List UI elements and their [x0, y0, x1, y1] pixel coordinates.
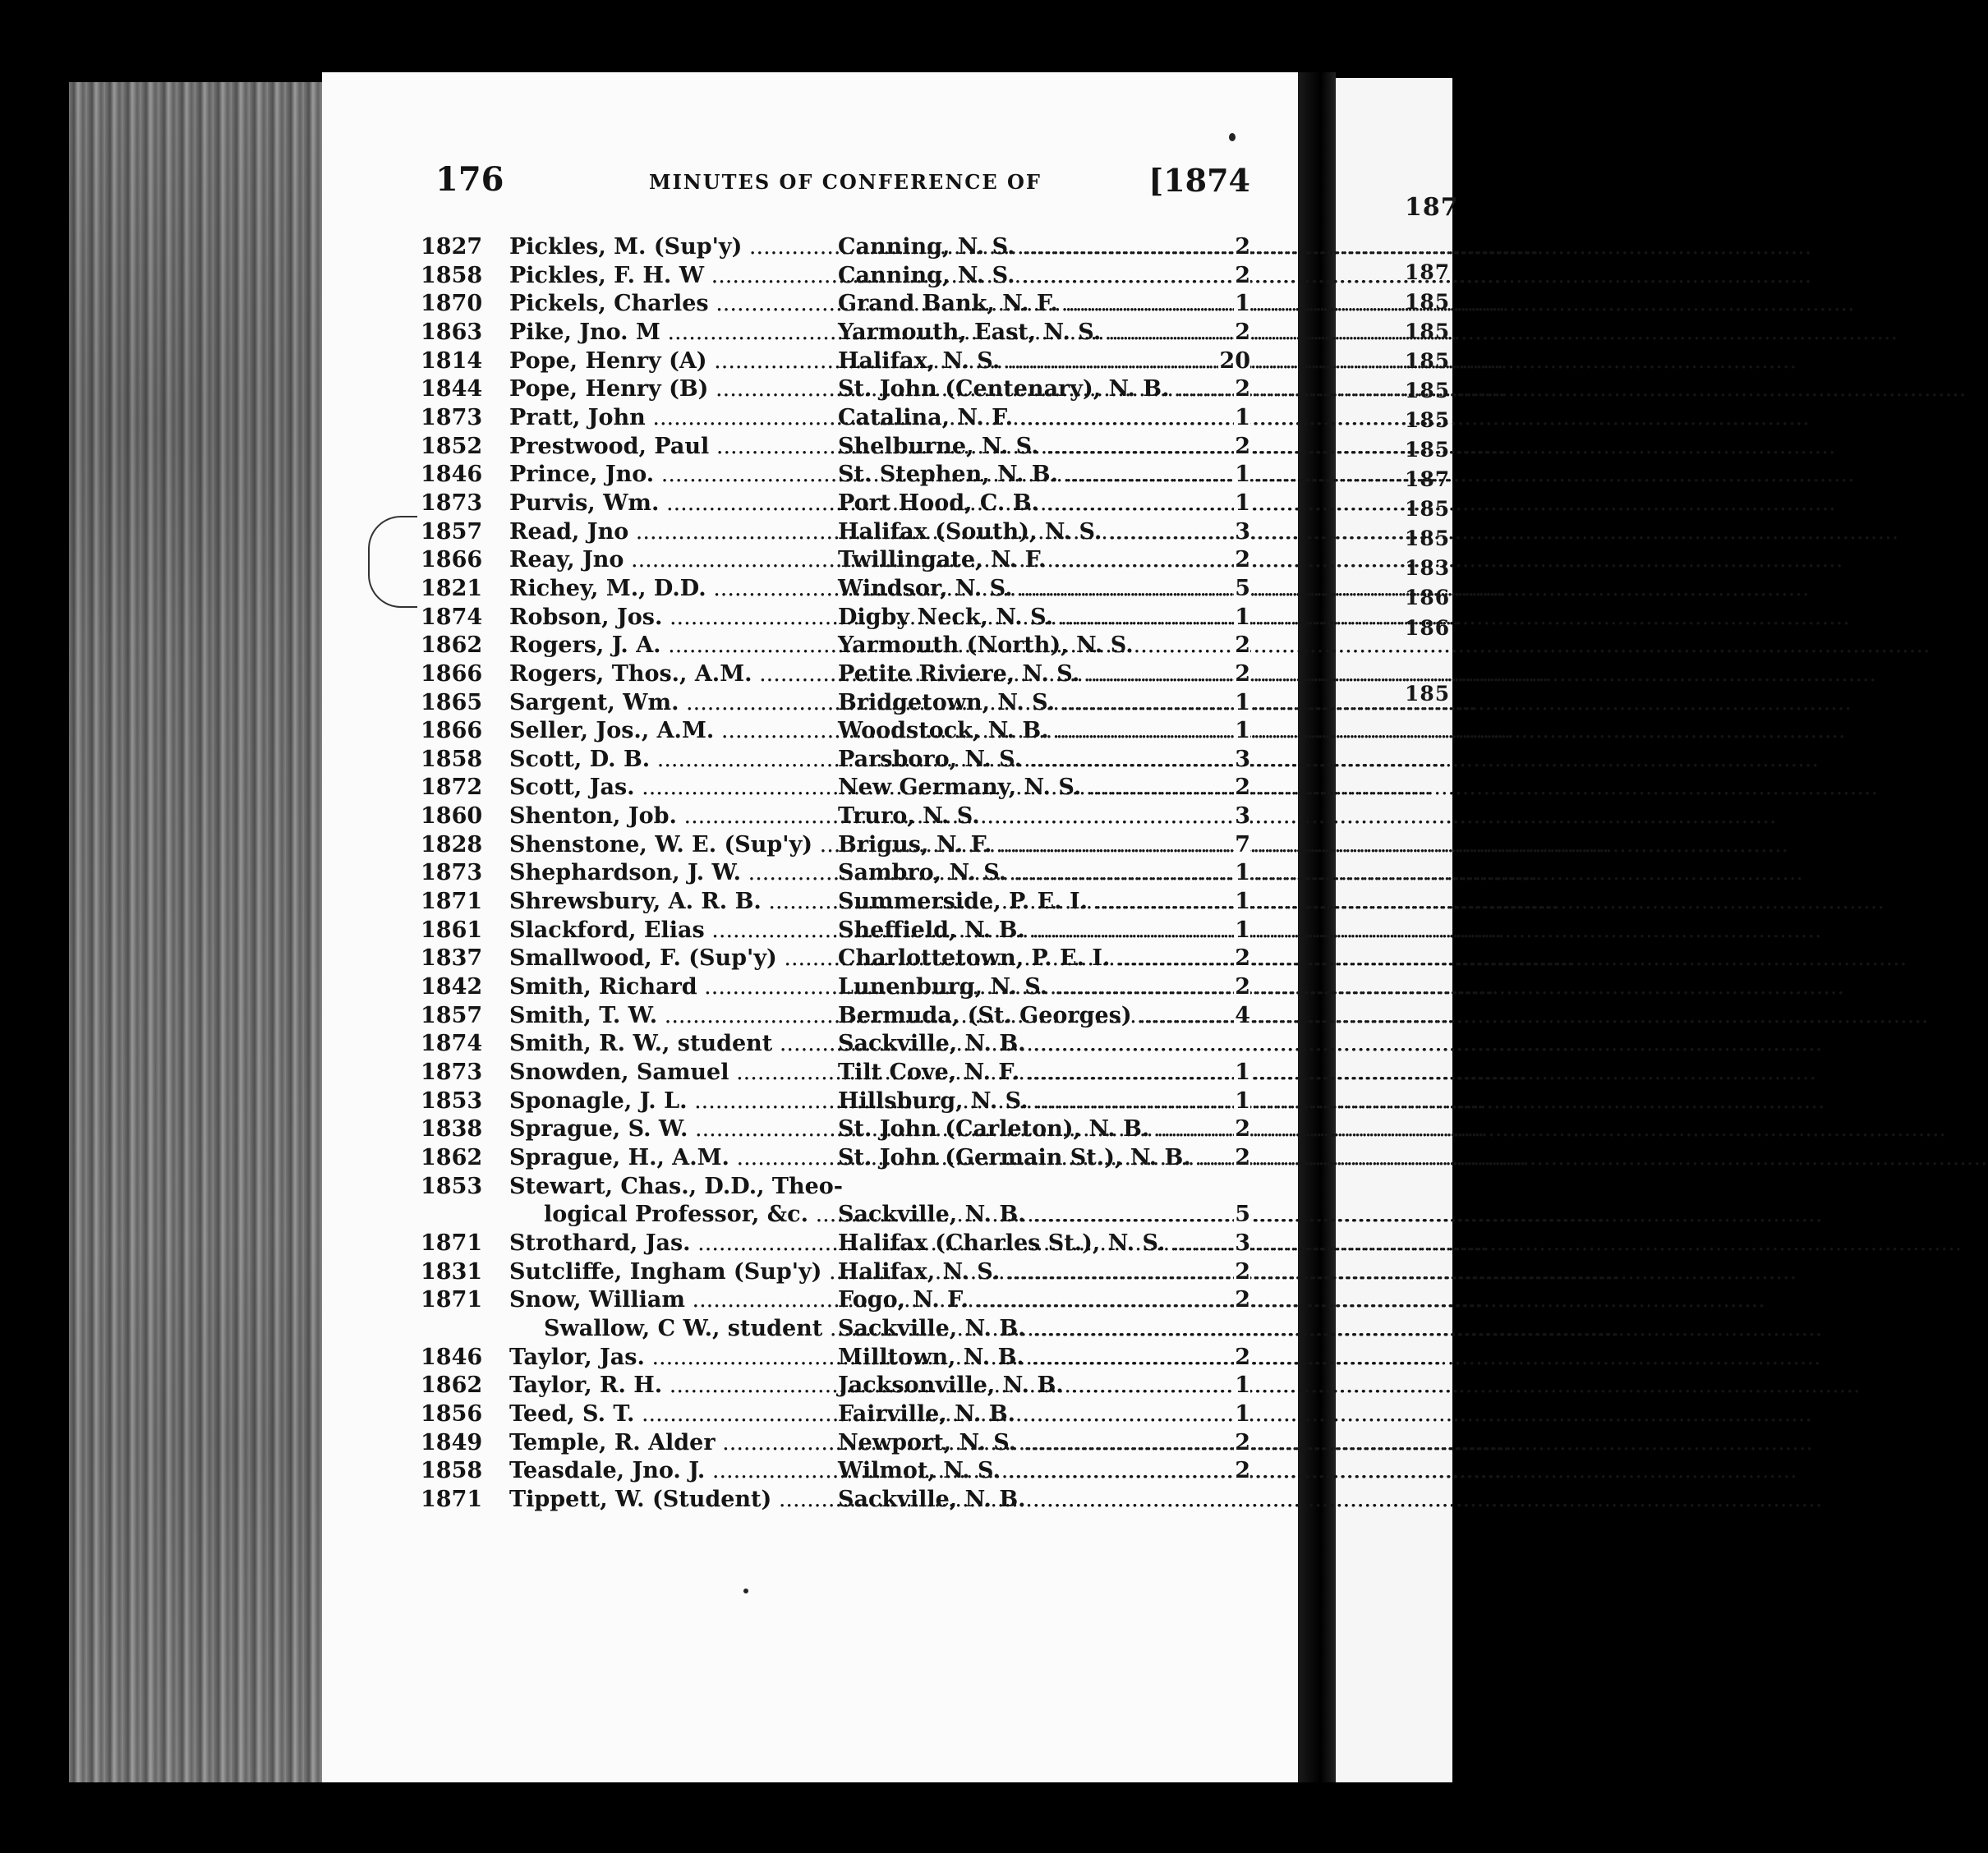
entry-year: 1862 — [421, 1373, 483, 1399]
minister-register — [421, 233, 1250, 1515]
register-row — [421, 1486, 1250, 1515]
station-name: Parsboro, N. S. ..... — [838, 746, 1236, 774]
station-name: Bridgetown, N. S. ..... — [838, 689, 1236, 717]
years-count: 2 — [1235, 1258, 1250, 1285]
entry-year: 1865 — [421, 689, 483, 715]
facing-page-fragment: 185 — [1405, 379, 1451, 402]
station-name: Sackville, N. B. ..... — [838, 1486, 1236, 1514]
minister-name: Sprague, S. W. ..... — [509, 1115, 930, 1143]
station-name: St. Stephen, N. B. ..... — [838, 461, 1236, 489]
years-count: 4 — [1235, 1002, 1250, 1028]
station-name: Milltown, N. B. ..... — [838, 1344, 1236, 1372]
minister-name: Shenstone, W. E. (Sup'y) ..... — [509, 831, 930, 859]
entry-year: 1838 — [421, 1116, 483, 1143]
minister-name: Pickles, M. (Sup'y) ..... — [509, 233, 930, 261]
register-row — [421, 404, 1250, 433]
facing-page-fragment: 187 — [1405, 193, 1459, 222]
years-count: 2 — [1235, 319, 1250, 345]
entry-year: 1857 — [421, 1002, 483, 1028]
minister-name: logical Professor, &c. ..... — [544, 1201, 930, 1229]
facing-page-fragment: 187 — [1405, 467, 1451, 491]
entry-year: 1858 — [421, 262, 483, 288]
minister-name: Smith, R. W., student ..... — [509, 1030, 930, 1058]
minister-name: Robson, Jos. ..... — [509, 604, 930, 632]
minister-name: Scott, D. B. ..... — [509, 746, 930, 774]
years-count: 1 — [1235, 689, 1250, 715]
minister-name: Temple, R. Alder ..... — [509, 1429, 930, 1457]
station-name: St. John (Centenary), N. B. ..... — [838, 375, 1236, 403]
years-count: 2 — [1235, 1145, 1250, 1170]
register-row — [421, 262, 1250, 291]
entry-year: 1866 — [421, 718, 483, 744]
years-count: 2 — [1235, 945, 1250, 972]
station-name: Grand Bank, N. F. ..... — [838, 290, 1236, 318]
entry-year: 1827 — [421, 234, 483, 260]
running-title: MINUTES OF CONFERENCE OF — [649, 170, 1042, 194]
minister-name: Taylor, Jas. ..... — [509, 1344, 930, 1372]
minister-name: Pratt, John ..... — [509, 404, 930, 432]
register-row — [421, 461, 1250, 490]
years-count: 1 — [1235, 291, 1250, 317]
station-name: Fairville, N. B. ..... — [838, 1400, 1236, 1428]
entry-year: 1821 — [421, 575, 483, 601]
minister-name: Shenton, Job. ..... — [509, 802, 930, 830]
years-count: 2 — [1235, 1458, 1250, 1484]
station-name: Sackville, N. B. ..... — [838, 1030, 1236, 1058]
entry-year: 1861 — [421, 917, 483, 943]
facing-page-fragment: 185 — [1405, 349, 1451, 373]
register-row — [421, 689, 1250, 718]
entry-year: 1857 — [421, 518, 483, 545]
register-row — [421, 746, 1250, 775]
years-count: 1 — [1235, 490, 1250, 516]
entry-year: 1858 — [421, 1458, 483, 1484]
years-count: 2 — [1235, 1116, 1250, 1143]
years-count: 1 — [1235, 404, 1250, 430]
facing-page-fragment: 185 — [1405, 320, 1451, 343]
minister-name: Prince, Jno. ..... — [509, 461, 930, 489]
years-count: 5 — [1235, 1202, 1250, 1228]
entry-year: 1852 — [421, 433, 483, 459]
minister-name: Pike, Jno. M ..... — [509, 319, 930, 347]
page-number: 176 — [435, 160, 504, 199]
station-name: Digby Neck, N. S. ..... — [838, 604, 1236, 632]
minister-name: Rogers, J. A. ..... — [509, 632, 930, 660]
register-row — [421, 859, 1250, 888]
minister-name: Scott, Jas. ..... — [509, 774, 930, 802]
entry-year: 1853 — [421, 1173, 483, 1199]
register-row — [421, 1258, 1250, 1287]
facing-page-fragment: 186 — [1405, 586, 1451, 609]
register-row — [421, 233, 1250, 262]
minister-name: Pope, Henry (A) ..... — [509, 347, 930, 375]
entry-year: 1837 — [421, 945, 483, 972]
entry-year: 1849 — [421, 1429, 483, 1455]
station-name: Canning, N. S. ..... — [838, 233, 1236, 261]
register-row — [421, 632, 1250, 660]
facing-page-fragment: 185 — [1405, 438, 1451, 462]
register-row — [421, 1286, 1250, 1315]
register-row — [421, 290, 1250, 319]
register-row — [421, 546, 1250, 575]
minister-name: Slackford, Elias ..... — [509, 917, 930, 945]
minister-name: Stewart, Chas., D.D., Theo- — [509, 1173, 844, 1199]
minister-name: Seller, Jos., A.M. ..... — [509, 717, 930, 745]
minister-name: Strothard, Jas. ..... — [509, 1230, 930, 1258]
minister-name: Sutcliffe, Ingham (Sup'y) ..... — [509, 1258, 930, 1286]
station-name: Halifax, N. S. ..... — [838, 1258, 1236, 1286]
entry-year: 1862 — [421, 1145, 483, 1170]
register-row — [421, 945, 1250, 973]
register-row — [421, 717, 1250, 746]
years-count: 1 — [1235, 1400, 1250, 1427]
station-name: Wilmot, N. S. ..... — [838, 1457, 1236, 1485]
years-count: 2 — [1235, 262, 1250, 288]
entry-year: 1873 — [421, 1060, 483, 1086]
register-row — [421, 1315, 1250, 1344]
register-row — [421, 1457, 1250, 1486]
minister-name: Sargent, Wm. ..... — [509, 689, 930, 717]
entry-year: 1828 — [421, 831, 483, 858]
years-count: 3 — [1235, 1230, 1250, 1256]
entry-year: 1853 — [421, 1087, 483, 1114]
entry-year: 1858 — [421, 746, 483, 772]
minister-name: Purvis, Wm. ..... — [509, 490, 930, 517]
years-count: 3 — [1235, 803, 1250, 830]
years-count: 1 — [1235, 889, 1250, 915]
entry-year: 1873 — [421, 404, 483, 430]
register-row — [421, 604, 1250, 632]
station-name: Tilt Cove, N. F. ..... — [838, 1059, 1236, 1087]
station-name: Halifax (Charles St.), N. S. ..... — [838, 1230, 1236, 1258]
register-row — [421, 1087, 1250, 1116]
facing-page-fragment: 185 — [1405, 682, 1451, 706]
station-name: Halifax (South), N. S. ..... — [838, 518, 1236, 546]
minister-name: Richey, M., D.D. ..... — [509, 575, 930, 603]
years-count: 2 — [1235, 632, 1250, 659]
entry-year: 1866 — [421, 660, 483, 687]
years-count: 1 — [1235, 1087, 1250, 1114]
register-row — [421, 1372, 1250, 1400]
year-mark: [1874 — [1148, 162, 1250, 199]
margin-pencil-mark — [368, 516, 417, 608]
minister-name: Taylor, R. H. ..... — [509, 1372, 930, 1400]
station-name: Truro, N. S. ..... — [838, 802, 1236, 830]
facing-page-fragment: 185 — [1405, 290, 1451, 314]
facing-page-fragment: 185 — [1405, 408, 1451, 432]
page-header — [435, 160, 1250, 209]
entry-year: 1863 — [421, 319, 483, 345]
years-count: 1 — [1235, 718, 1250, 744]
station-name: Sackville, N. B. ..... — [838, 1315, 1236, 1343]
entry-year: 1871 — [421, 1230, 483, 1256]
entry-year: 1844 — [421, 376, 483, 402]
station-name: Lunenburg, N. S. ..... — [838, 973, 1236, 1001]
entry-year: 1873 — [421, 490, 483, 516]
years-count: 1 — [1235, 1060, 1250, 1086]
ink-dot — [1229, 133, 1236, 141]
years-count: 3 — [1235, 746, 1250, 772]
register-row — [421, 973, 1250, 1002]
station-name: Summerside, P. E. I. ..... — [838, 888, 1236, 916]
years-count: 1 — [1235, 1373, 1250, 1399]
station-name: Brigus, N. F. ..... — [838, 831, 1236, 859]
entry-year: 1866 — [421, 547, 483, 573]
book-page-edges — [69, 82, 324, 1782]
station-name: St. John (Carleton), N. B. ..... — [838, 1115, 1236, 1143]
entry-year: 1814 — [421, 347, 483, 374]
entry-year: 1856 — [421, 1400, 483, 1427]
station-name: Canning, N. S. ..... — [838, 262, 1236, 290]
years-count: 20 — [1219, 347, 1250, 374]
minister-name: Pope, Henry (B) ..... — [509, 375, 930, 403]
minister-name: Read, Jno ..... — [509, 518, 930, 546]
facing-page-fragment: 183 — [1405, 556, 1451, 580]
register-row — [421, 319, 1250, 347]
entry-year: 1860 — [421, 803, 483, 830]
minister-name: Snow, William ..... — [509, 1286, 930, 1314]
entry-year: 1862 — [421, 632, 483, 659]
station-name: Catalina, N. F. ..... — [838, 404, 1236, 432]
station-name: Sambro, N. S. ..... — [838, 859, 1236, 887]
ink-dot — [743, 1589, 748, 1593]
station-name: Sheffield, N. B. ..... — [838, 917, 1236, 945]
station-name: Charlottetown, P. E. I. ..... — [838, 945, 1236, 972]
years-count: 2 — [1235, 974, 1250, 1000]
minister-name: Teasdale, Jno. J. ..... — [509, 1457, 930, 1485]
entry-year: 1871 — [421, 1287, 483, 1313]
station-name: New Germany, N. S. ..... — [838, 774, 1236, 802]
facing-page-fragment: 185 — [1405, 497, 1451, 521]
minister-name: Smith, Richard ..... — [509, 973, 930, 1001]
station-name: Hillsburg, N. S. ..... — [838, 1087, 1236, 1115]
years-count: 7 — [1235, 831, 1250, 858]
minister-name: Rogers, Thos., A.M. ..... — [509, 660, 930, 688]
register-row — [421, 1030, 1250, 1059]
years-count: 2 — [1235, 1287, 1250, 1313]
entry-year: 1873 — [421, 860, 483, 886]
register-row — [421, 660, 1250, 689]
entry-year: 1874 — [421, 604, 483, 630]
entry-year: 1871 — [421, 1486, 483, 1512]
station-name: Petite Riviere, N. S. ..... — [838, 660, 1236, 688]
register-row — [421, 1059, 1250, 1087]
register-row — [421, 917, 1250, 945]
station-name: St. John (Germain St.), N. B. ..... — [838, 1144, 1236, 1172]
years-count: 2 — [1235, 660, 1250, 687]
station-name: Halifax, N. S. ..... — [838, 347, 1236, 375]
years-count: 2 — [1235, 547, 1250, 573]
years-count: 1 — [1235, 917, 1250, 943]
register-row — [421, 1429, 1250, 1458]
years-count: 2 — [1235, 1429, 1250, 1455]
minister-name: Sponagle, J. L. ..... — [509, 1087, 930, 1115]
station-name: Shelburne, N. S. ..... — [838, 433, 1236, 461]
entry-year: 1831 — [421, 1258, 483, 1285]
minister-name: Prestwood, Paul ..... — [509, 433, 930, 461]
station-name: Bermuda, (St. Georges) ..... — [838, 1002, 1236, 1030]
minister-name: Tippett, W. (Student) ..... — [509, 1486, 930, 1514]
register-row — [421, 433, 1250, 462]
facing-page-fragment: 186 — [1405, 616, 1451, 640]
years-count: 2 — [1235, 433, 1250, 459]
entry-year: 1871 — [421, 889, 483, 915]
station-name: Twillingate, N. F. ..... — [838, 546, 1236, 574]
minister-name: Swallow, C W., student ..... — [544, 1315, 930, 1343]
entry-year: 1846 — [421, 462, 483, 488]
station-name: Sackville, N. B. ..... — [838, 1201, 1236, 1229]
minister-name: Pickles, F. H. W ..... — [509, 262, 930, 290]
minister-name: Reay, Jno ..... — [509, 546, 930, 574]
register-row — [421, 1144, 1250, 1173]
facing-page-fragment: 185 — [1405, 526, 1451, 550]
station-name: Jacksonville, N. B. ..... — [838, 1372, 1236, 1400]
minister-name: Smallwood, F. (Sup'y) ..... — [509, 945, 930, 972]
station-name: Windsor, N. S. ..... — [838, 575, 1236, 603]
years-count: 2 — [1235, 775, 1250, 801]
years-count: 1 — [1235, 462, 1250, 488]
register-row — [421, 1344, 1250, 1373]
minister-name: Snowden, Samuel ..... — [509, 1059, 930, 1087]
years-count: 1 — [1235, 860, 1250, 886]
register-row — [421, 575, 1250, 604]
entry-year: 1872 — [421, 775, 483, 801]
years-count: 5 — [1235, 575, 1250, 601]
register-row — [421, 1115, 1250, 1144]
entry-year: 1842 — [421, 974, 483, 1000]
facing-page-fragment: 187 — [1405, 260, 1451, 284]
register-row — [421, 1400, 1250, 1429]
register-row — [421, 831, 1250, 860]
register-row — [421, 1201, 1250, 1230]
station-name: Yarmouth (North), N. S. ..... — [838, 632, 1236, 660]
minister-name: Smith, T. W. ..... — [509, 1002, 930, 1030]
register-row — [421, 347, 1250, 376]
register-row — [421, 774, 1250, 802]
station-name: Newport, N. S. ..... — [838, 1429, 1236, 1457]
entry-year: 1874 — [421, 1031, 483, 1057]
register-row — [421, 1173, 1250, 1202]
register-row — [421, 888, 1250, 917]
register-row — [421, 1230, 1250, 1258]
minister-name: Shephardson, J. W. ..... — [509, 859, 930, 887]
register-row — [421, 1002, 1250, 1031]
minister-name: Teed, S. T. ..... — [509, 1400, 930, 1428]
entry-year: 1846 — [421, 1344, 483, 1370]
years-count: 2 — [1235, 1344, 1250, 1370]
minister-name: Sprague, H., A.M. ..... — [509, 1144, 930, 1172]
minister-name: Shrewsbury, A. R. B. ..... — [509, 888, 930, 916]
station-name: Port Hood, C. B. ..... — [838, 490, 1236, 517]
register-row — [421, 490, 1250, 518]
years-count: 2 — [1235, 376, 1250, 402]
years-count: 1 — [1235, 604, 1250, 630]
station-name: Yarmouth, East, N. S. ..... — [838, 319, 1236, 347]
minister-name: Pickels, Charles ..... — [509, 290, 930, 318]
years-count: 2 — [1235, 234, 1250, 260]
station-name: Woodstock, N. B. ..... — [838, 717, 1236, 745]
register-row — [421, 518, 1250, 547]
station-name: Fogo, N. F. ..... — [838, 1286, 1236, 1314]
register-row — [421, 375, 1250, 404]
entry-year: 1870 — [421, 291, 483, 317]
years-count: 3 — [1235, 518, 1250, 545]
register-row — [421, 802, 1250, 831]
